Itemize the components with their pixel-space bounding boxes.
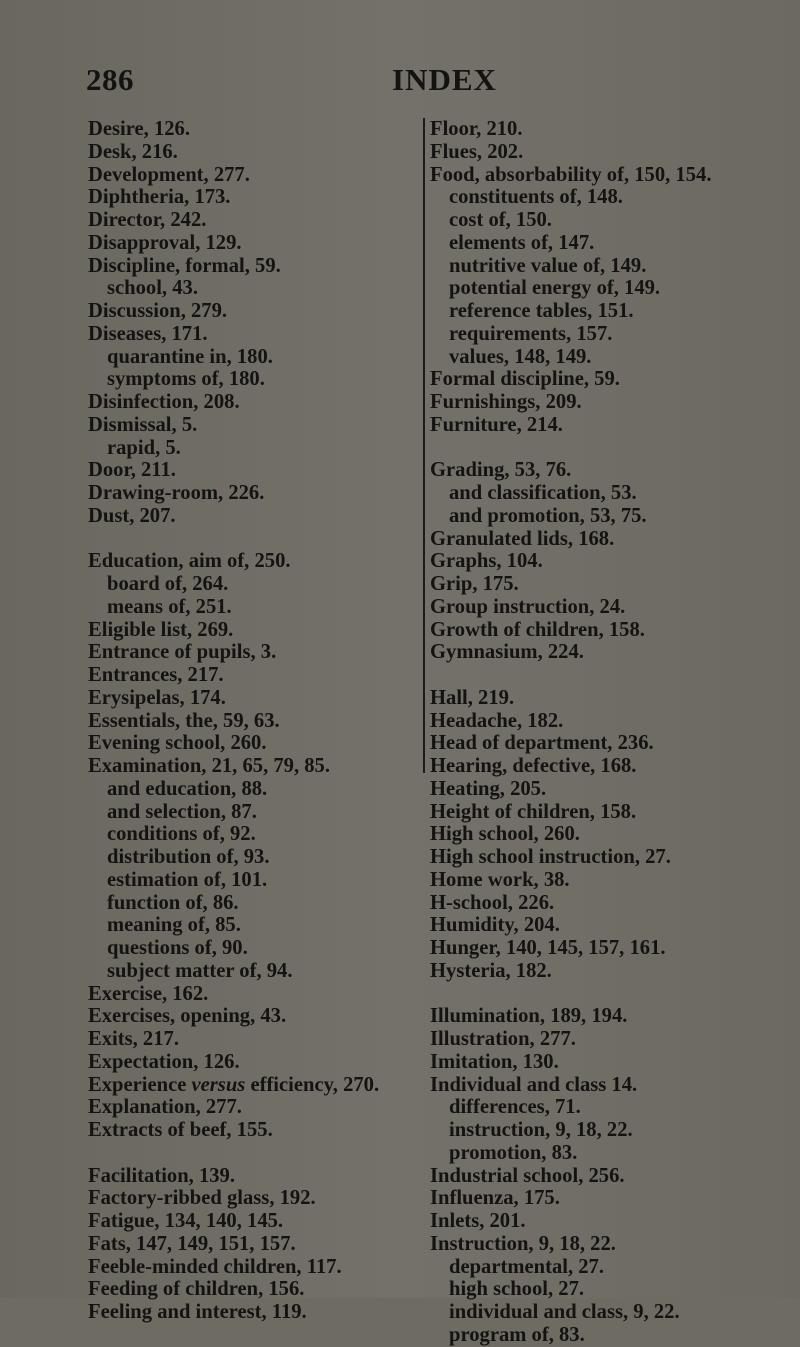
index-entry: Facilitation, 139. bbox=[88, 1164, 236, 1187]
index-entry: Gymnasium, 224. bbox=[430, 641, 584, 664]
index-subentry: departmental, 27. bbox=[449, 1255, 605, 1278]
index-entry: Graphs, 104. bbox=[430, 550, 543, 573]
index-entry: Headache, 182. bbox=[430, 709, 564, 732]
index-entry: Illustration, 277. bbox=[430, 1028, 576, 1050]
index-entry: Floor, 210. bbox=[430, 118, 523, 140]
index-subentry: and education, 88. bbox=[107, 777, 268, 800]
index-entry: Influenza, 175. bbox=[430, 1187, 560, 1210]
index-entry: Fatigue, 134, 140, 145. bbox=[88, 1210, 284, 1232]
index-entry: Examination, 21, 65, 79, 85. bbox=[88, 755, 330, 777]
index-subentry: rapid, 5. bbox=[107, 436, 181, 459]
index-entry: Furnishings, 209. bbox=[430, 391, 582, 413]
index-subentry: constituents of, 148. bbox=[449, 186, 623, 209]
index-subentry: potential energy of, 149. bbox=[449, 277, 661, 300]
index-column-right bbox=[430, 118, 770, 1347]
index-entry: High school instruction, 27. bbox=[430, 846, 671, 868]
index-entry: Humidity, 204. bbox=[430, 914, 560, 937]
index-entry: Explanation, 277. bbox=[88, 1096, 242, 1119]
index-subentry: high school, 27. bbox=[449, 1278, 585, 1301]
index-entry: Expectation, 126. bbox=[88, 1050, 240, 1073]
index-entry: Dust, 207. bbox=[88, 504, 176, 527]
index-column-left bbox=[88, 118, 408, 1324]
index-entry: Home work, 38. bbox=[430, 868, 570, 891]
index-entry: Feeble-minded children, 117. bbox=[88, 1255, 342, 1278]
index-entry: Director, 242. bbox=[88, 209, 207, 231]
index-entry: Grip, 175. bbox=[430, 573, 519, 595]
index-subentry: values, 148, 149. bbox=[449, 345, 592, 368]
index-subentry: meaning of, 85. bbox=[107, 914, 241, 937]
index-entry: Drawing-room, 226. bbox=[88, 482, 265, 504]
index-entry: Group instruction, 24. bbox=[430, 595, 626, 618]
index-entry: Extracts of beef, 155. bbox=[88, 1119, 273, 1141]
index-entry: Flues, 202. bbox=[430, 140, 524, 163]
index-subentry: program of, 83. bbox=[449, 1323, 585, 1346]
index-entry: Diphtheria, 173. bbox=[88, 186, 231, 209]
index-subentry: and classification, 53. bbox=[449, 482, 637, 504]
index-subentry: instruction, 9, 18, 22. bbox=[449, 1119, 633, 1141]
index-entry: Head of department, 236. bbox=[430, 732, 654, 755]
index-subentry: and selection, 87. bbox=[107, 800, 257, 823]
index-subentry: promotion, 83. bbox=[449, 1141, 578, 1164]
index-entry: Food, absorbability of, 150, 154. bbox=[430, 163, 712, 186]
index-entry: Granulated lids, 168. bbox=[430, 527, 615, 550]
section-gap bbox=[430, 983, 770, 1006]
index-entry: Dismissal, 5. bbox=[88, 413, 198, 436]
index-entry: Heating, 205. bbox=[430, 777, 547, 800]
index-entry: Furniture, 214. bbox=[430, 413, 563, 436]
index-subentry: estimation of, 101. bbox=[107, 868, 268, 891]
index-subentry: board of, 264. bbox=[107, 573, 229, 595]
index-entry: H-school, 226. bbox=[430, 891, 555, 914]
index-entry: Industrial school, 256. bbox=[430, 1164, 625, 1187]
index-entry: Growth of children, 158. bbox=[430, 618, 645, 641]
index-entry: Development, 277. bbox=[88, 163, 250, 186]
page-header bbox=[0, 62, 800, 98]
index-entry: Disinfection, 208. bbox=[88, 391, 240, 413]
index-entry: High school, 260. bbox=[430, 823, 580, 846]
index-entry: Individual and class 14. bbox=[430, 1073, 638, 1096]
index-entry: Illumination, 189, 194. bbox=[430, 1005, 628, 1028]
section-gap bbox=[88, 1142, 408, 1165]
index-entry: Grading, 53, 76. bbox=[430, 459, 572, 482]
index-subentry: quarantine in, 180. bbox=[107, 345, 273, 368]
index-entry: Erysipelas, 174. bbox=[88, 686, 226, 709]
index-subentry: requirements, 157. bbox=[449, 322, 613, 345]
index-entry: Evening school, 260. bbox=[88, 732, 267, 755]
index-entry: Factory-ribbed glass, 192. bbox=[88, 1187, 316, 1210]
index-subentry: cost of, 150. bbox=[449, 209, 552, 231]
index-entry: Diseases, 171. bbox=[88, 322, 208, 345]
index-entry: Desk, 216. bbox=[88, 140, 178, 163]
index-entry: Hall, 219. bbox=[430, 686, 515, 709]
index-entry: Imitation, 130. bbox=[430, 1050, 559, 1073]
index-entry: Disapproval, 129. bbox=[88, 231, 242, 254]
section-gap bbox=[88, 528, 408, 551]
index-entry: Experience versus efficiency, 270. bbox=[88, 1073, 380, 1096]
index-entry: Exercises, opening, 43. bbox=[88, 1005, 287, 1028]
index-entry: Instruction, 9, 18, 22. bbox=[430, 1232, 616, 1255]
index-entry: Feeding of children, 156. bbox=[88, 1278, 305, 1301]
index-entry: Discussion, 279. bbox=[88, 300, 228, 322]
index-subentry: nutritive value of, 149. bbox=[449, 254, 647, 277]
running-head: INDEX bbox=[392, 62, 497, 97]
index-subentry: individual and class, 9, 22. bbox=[449, 1301, 680, 1323]
index-entry: Height of children, 158. bbox=[430, 800, 637, 823]
section-gap bbox=[430, 664, 770, 687]
index-entry: Essentials, the, 59, 63. bbox=[88, 709, 280, 732]
index-entry: Exercise, 162. bbox=[88, 982, 209, 1005]
index-subentry: reference tables, 151. bbox=[449, 300, 634, 322]
index-subentry: and promotion, 53, 75. bbox=[449, 504, 647, 527]
index-entry: Hunger, 140, 145, 157, 161. bbox=[430, 937, 666, 959]
index-subentry: function of, 86. bbox=[107, 891, 239, 914]
page-number: 286 bbox=[86, 62, 134, 97]
index-subentry: elements of, 147. bbox=[449, 231, 595, 254]
index-entry: Education, aim of, 250. bbox=[88, 550, 291, 573]
index-subentry: school, 43. bbox=[107, 277, 198, 300]
index-entry: Eligible list, 269. bbox=[88, 618, 234, 641]
index-entry: Door, 211. bbox=[88, 459, 176, 482]
index-subentry: means of, 251. bbox=[107, 595, 232, 618]
index-subentry: differences, 71. bbox=[449, 1096, 581, 1119]
index-entry: Hysteria, 182. bbox=[430, 959, 552, 982]
column-divider bbox=[423, 118, 425, 773]
index-entry: Entrances, 217. bbox=[88, 664, 224, 686]
section-gap bbox=[430, 437, 770, 460]
index-entry: Hearing, defective, 168. bbox=[430, 755, 637, 777]
index-entry: Feeling and interest, 119. bbox=[88, 1301, 307, 1323]
index-entry: Fats, 147, 149, 151, 157. bbox=[88, 1232, 296, 1255]
index-entry: Desire, 126. bbox=[88, 118, 190, 140]
index-subentry: symptoms of, 180. bbox=[107, 368, 265, 391]
index-subentry: conditions of, 92. bbox=[107, 823, 256, 846]
index-entry: Inlets, 201. bbox=[430, 1210, 526, 1232]
index-entry: Exits, 217. bbox=[88, 1028, 179, 1050]
index-entry: Formal discipline, 59. bbox=[430, 368, 620, 391]
index-entry: Entrance of pupils, 3. bbox=[88, 641, 277, 664]
index-entry: Discipline, formal, 59. bbox=[88, 254, 281, 277]
index-subentry: distribution of, 93. bbox=[107, 846, 270, 868]
index-subentry: questions of, 90. bbox=[107, 937, 248, 959]
index-subentry: subject matter of, 94. bbox=[107, 959, 293, 982]
